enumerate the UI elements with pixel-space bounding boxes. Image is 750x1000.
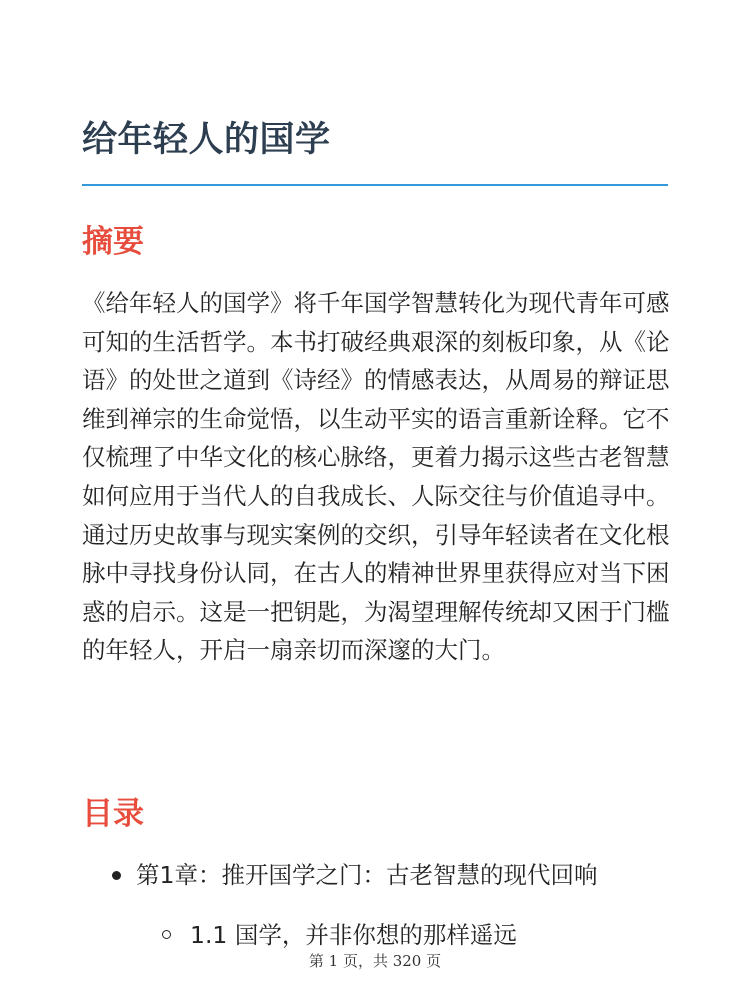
abstract-paragraph: 《给年轻人的国学》将千年国学智慧转化为现代青年可感可知的生活哲学。本书打破经典艰深的刻板印象，从《论语》的处世之道到《诗经》的情感表达，从周易的辩证思维到禅宗的生命觉悟，以生动平实的语言重新诠释。它不仅梳理了中华文化的核心脉络，更着力揭示这些古老智慧如何应用于当代人的自我成长、人际交往与价值追寻中。通过历史故事与现实案例的交织，引导年轻读者在文化根脉中寻找身份认同，在古人的精神世界里获得应对当下困惑的启示。这是一把钥匙，为渴望理解传统却又困于门槛的年轻人，开启一扇亲切而深邃的大门。 [82,289,670,665]
bullet-circle-icon [162,930,171,939]
toc-section-label[interactable]: 1.1 国学，并非你想的那样遥远 [190,921,517,949]
toc-heading: 目录 [82,796,144,832]
page-number-footer: 第 1 页，共 320 页 [308,952,442,970]
toc-chapter-label[interactable]: 第1章：推开国学之门：古老智慧的现代回响 [136,861,598,889]
abstract-heading: 摘要 [82,224,144,260]
document-title: 给年轻人的国学 [82,120,331,160]
title-divider [82,184,668,186]
bullet-disc-icon [112,871,121,880]
